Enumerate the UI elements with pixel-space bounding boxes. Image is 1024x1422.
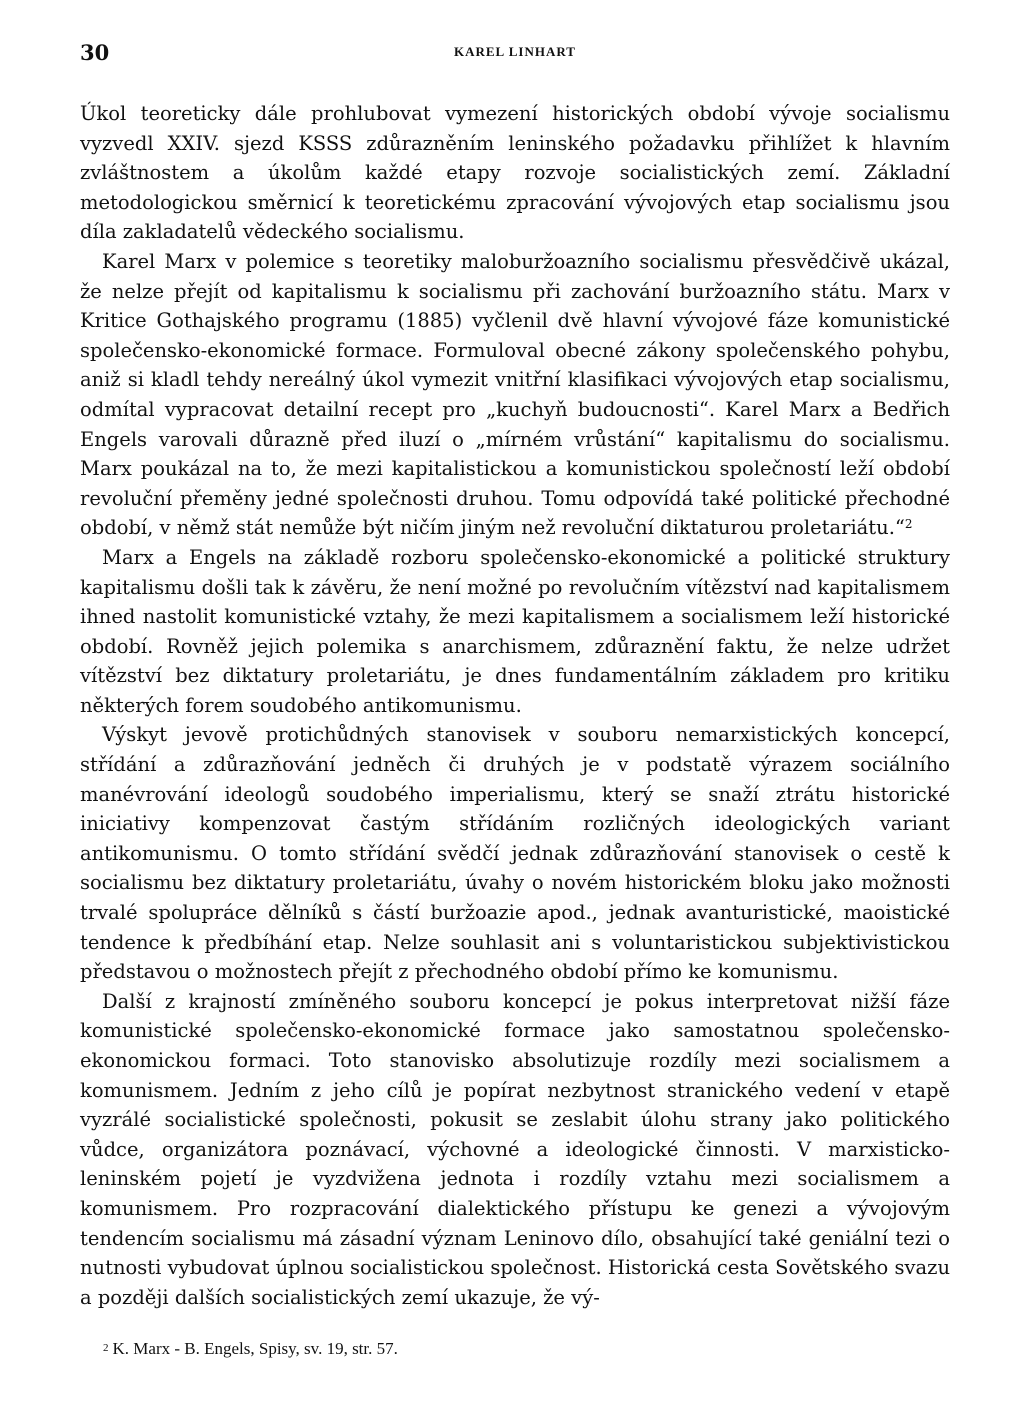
paragraph: Marx a Engels na základě rozboru společensko-ekonomické a politické struktury kapitalismu došli tak k závěru, že není možné po revolučním vítězství nad kapitalismem ihned nastolit komunistické vztahy, že mezi kapitalismem a socialismem leží historické období. Rovněž jejich polemika s anarchismem, zdůraznění faktu, že nelze udržet vítězství bez diktatury proletariátu, je dnes fundamentálním základem pro kritiku některých forem soudobého antikomunismu. — [80, 545, 950, 717]
paragraph-text: Karel Marx v polemice s teoretiky maloburžoazního socialismu přesvědčivě ukázal, že nelze přejít od kapitalismu k socialismu při zachování buržoazního státu. Marx v Kritice Gothajského programu (1885) vyčlenil dvě hlavní vývojové fáze komunistické společensko-ekonomické formace. Formuloval obecné zákony společenského pohybu, aniž si kladl tehdy nereálný úkol vymezit vnitřní klasifikaci vývojových etap socialismu, odmítal vypracovat detailní recept pro „kuchyň budoucnosti“. Karel Marx a Bedřich Engels varovali důrazně před iluzí o „mírném vrůstání“ kapitalismu do socialismu. Marx poukázal na to, že mezi kapitalistickou a komunistickou společností leží období revoluční přeměny jedné společnosti druhou. Tomu odpovídá také politické přechodné období, v němž stát nemůže být ničím jiným než revoluční diktaturou proletariátu.“ — [80, 249, 950, 540]
paragraph: Další z krajností zmíněného souboru koncepcí je pokus interpretovat nižší fáze komunistické společensko-ekonomické formace jako samostatnou společensko-ekonomickou formaci. Toto stanovisko absolutizuje rozdíly mezi socialismem a komunismem. Jedním z jeho cílů je popírat nezbytnost stranického vedení v etapě vyzrálé socialistické společnosti, pokusit se zeslabit úlohu strany jako politického vůdce, organizátora poznávací, výchovné a ideologické činnosti. V marxisticko-leninském pojetí je vyzdvižena jednota i rozdíly vztahu mezi socialismem a komunismem. Pro rozpracování dialektického přístupu ke genezi a vývojovým tendencím socialismu má zásadní význam Leninovo dílo, obsahující také geniální tezi o nutnosti vybudovat úplnou socialistickou společnost. Historická cesta Sovětského svazu a později dalších socialistických zemí ukazuje, že vý- — [80, 989, 950, 1309]
running-head: KAREL LINHART — [454, 44, 576, 59]
footnote-reference: 2 — [904, 517, 913, 532]
footnote — [103, 1338, 398, 1360]
paragraph: Úkol teoreticky dále prohlubovat vymezení historických období vývoje socialismu vyzvedl XXIV. sjezd KSSS zdůrazněním leninského požadavku přihlížet k hlavním zvláštnostem a úkolům každé etapy rozvoje socialistických zemí. Základní metodologickou směrnicí k teoretickému zpracování vývojových etap socialismu jsou díla zakladatelů vědeckého socialismu. — [80, 102, 950, 244]
page-header — [80, 40, 950, 70]
footnote-mark: 2 — [103, 1342, 109, 1354]
paragraph: Výskyt jevově protichůdných stanovisek v souboru nemarxistických koncepcí, střídání a zdůrazňování jedněch či druhých je v podstatě výrazem sociálního manévrování ideologů soudobého imperialismu, který se snaží ztrátu historické iniciativy kompenzovat častým střídáním rozličných ideologických variant antikomunismu. O tomto střídání svědčí jednak zdůrazňování stanovisek o cestě k socialismu bez diktatury proletariátu, úvahy o novém historickém bloku jako možnosti trvalé spolupráce dělníků s částí buržoazie apod., jednak avanturistické, maoistické tendence k předbíhání etap. Nelze souhlasit ani s voluntaristickou subjektivistickou představou o možnostech přejít z přechodného období přímo ke komunismu. — [80, 723, 950, 984]
page-number: 30 — [80, 40, 110, 65]
body-text — [80, 99, 950, 1312]
paragraph — [80, 247, 950, 543]
footnote-text: K. Marx - B. Engels, Spisy, sv. 19, str. 57. — [112, 1339, 398, 1358]
